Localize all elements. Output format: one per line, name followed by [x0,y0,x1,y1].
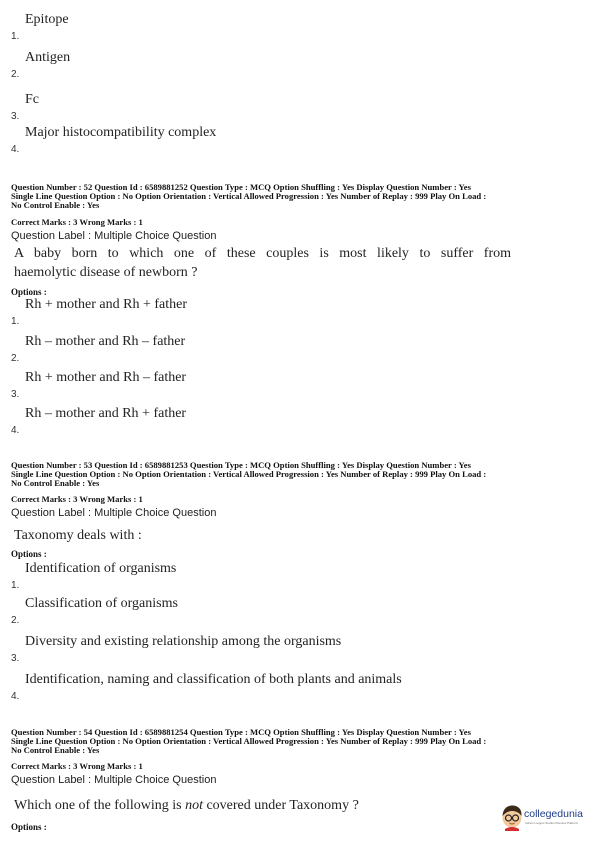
question-text [14,526,574,545]
option-text: Identification of organisms [25,561,177,576]
option-item [11,92,571,122]
metadata-line: Single Line Question Option : No Option Orientation : Vertical Allowed Progression : Yes Number of Replay : 999 Play On Load : [11,737,487,746]
metadata-line: Question Number : 54 Question Id : 6589881254 Question Type : MCQ Option Shuffling : Yes Display Question Number : Yes [11,728,471,737]
brand-name: collegedunia [524,808,583,820]
option-item [11,672,571,702]
question-text [14,244,574,282]
option-number: 4. [11,425,20,436]
option-item [11,406,571,436]
option-text: Antigen [25,50,71,65]
option-number: 1. [11,580,20,591]
option-text: Identification, naming and classification of both plants and animals [25,672,402,687]
option-text: Classification of organisms [25,596,178,611]
brand-tagline: India's Largest Student Review Platform [525,821,579,825]
option-item [11,596,571,626]
metadata-line: Question Number : 53 Question Id : 6589881253 Question Type : MCQ Option Shuffling : Yes Display Question Number : Yes [11,461,471,470]
question-metadata [11,183,586,210]
option-text: Diversity and existing relationship among the organisms [25,634,342,649]
option-text: Rh + mother and Rh + father [25,297,187,312]
option-number: 4. [11,144,20,155]
options-label: Options : [11,549,47,559]
option-text: Fc [25,92,39,107]
options-label: Options : [11,822,47,832]
option-number: 2. [11,353,20,364]
question-text-line: haemolytic disease of newborn ? [14,265,198,280]
options-label: Options : [11,287,47,297]
option-text: Rh + mother and Rh – father [25,370,187,385]
question-text-line [14,796,574,815]
metadata-line: Single Line Question Option : No Option Orientation : Vertical Allowed Progression : Yes Number of Replay : 999 Play On Load : [11,192,487,201]
question-label: Question Label : Multiple Choice Question [11,230,217,242]
option-number: 2. [11,69,20,80]
option-item [11,334,571,364]
option-item [11,50,571,80]
question-text-emphasis: not [185,798,203,813]
option-text: Rh – mother and Rh + father [25,406,187,421]
option-number: 4. [11,691,20,702]
question-metadata [11,461,586,488]
option-item [11,12,571,42]
marks-info: Correct Marks : 3 Wrong Marks : 1 [11,217,143,227]
question-metadata [11,728,586,755]
metadata-line: Single Line Question Option : No Option Orientation : Vertical Allowed Progression : Yes Number of Replay : 999 Play On Load : [11,470,487,479]
option-item [11,370,571,400]
option-item [11,297,571,327]
option-item [11,634,571,664]
option-number: 2. [11,615,20,626]
metadata-line: No Control Enable : Yes [11,746,100,755]
option-item [11,125,571,155]
metadata-line: No Control Enable : Yes [11,479,100,488]
question-label: Question Label : Multiple Choice Question [11,507,217,519]
option-number: 3. [11,653,20,664]
option-item [11,561,571,591]
question-label: Question Label : Multiple Choice Question [11,774,217,786]
option-number: 1. [11,31,20,42]
question-text-end: covered under Taxonomy ? [202,798,359,813]
question-text-start: Which one of the following is [14,798,186,813]
option-text: Epitope [25,12,69,27]
question-text [14,796,574,815]
option-number: 3. [11,389,20,400]
option-number: 3. [11,111,20,122]
option-text: Major histocompatibility complex [25,125,217,140]
option-text: Rh – mother and Rh – father [25,334,186,349]
metadata-line: Question Number : 52 Question Id : 6589881252 Question Type : MCQ Option Shuffling : Yes Display Question Number : Yes [11,183,471,192]
marks-info: Correct Marks : 3 Wrong Marks : 1 [11,761,143,771]
collegedunia-logo [500,803,592,831]
question-text-line: A baby born to which one of these couples is most likely to suffer from [14,246,511,261]
option-number: 1. [11,316,20,327]
question-text-line: Taxonomy deals with : [14,528,142,543]
student-mascot-icon [500,803,526,831]
metadata-line: No Control Enable : Yes [11,201,100,210]
marks-info: Correct Marks : 3 Wrong Marks : 1 [11,494,143,504]
